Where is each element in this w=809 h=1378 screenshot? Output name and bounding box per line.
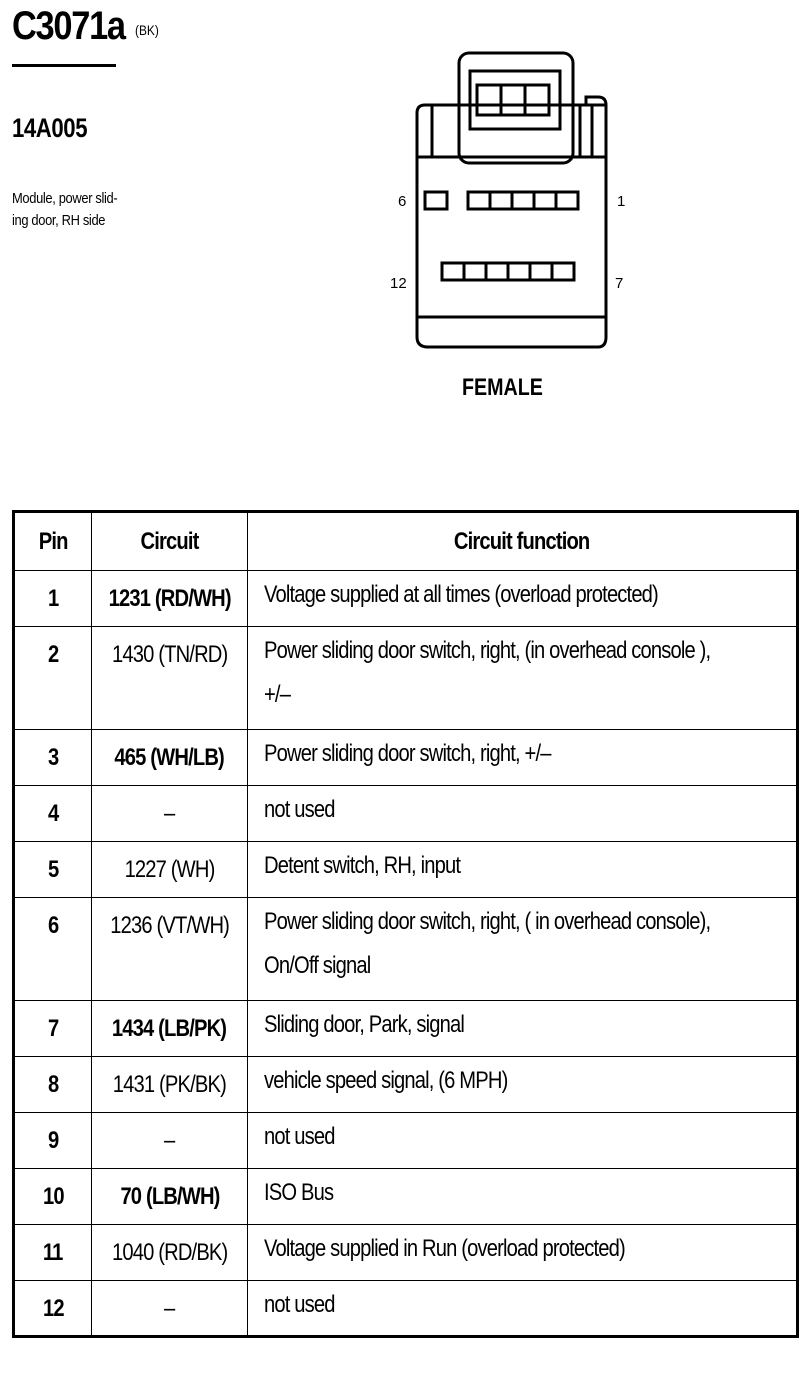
pin-number: 11: [14, 1225, 92, 1281]
circuit-code: –: [92, 1281, 248, 1337]
header-circuit: Circuit: [92, 512, 248, 571]
table-row: [14, 1113, 798, 1169]
connector-description: [12, 188, 158, 232]
circuit-function: Sliding door, Park, signal: [248, 1001, 798, 1057]
circuit-function: not used: [248, 1281, 798, 1337]
pin-number: 9: [14, 1113, 92, 1169]
pin-number: 2: [14, 627, 92, 730]
connector-id: C3071a: [12, 4, 125, 48]
header-pin: Pin: [14, 512, 92, 571]
description-line-2: ing door, RH side: [12, 212, 106, 229]
circuit-code: 1431 (PK/BK): [92, 1057, 248, 1113]
part-number: 14A005: [12, 113, 88, 143]
pin-number: 4: [14, 786, 92, 842]
circuit-code: –: [92, 786, 248, 842]
table-row: [14, 786, 798, 842]
table-row: [14, 898, 798, 1001]
circuit-code: 1231 (RD/WH): [92, 571, 248, 627]
circuit-function: Power sliding door switch, right, ( in overhead console), On/Off signal: [248, 898, 798, 1001]
header-circuit-function: Circuit function: [248, 512, 798, 571]
pin-number: 12: [14, 1281, 92, 1337]
pin-number: 8: [14, 1057, 92, 1113]
pin-cavity-9: [508, 263, 530, 280]
description-line-1: Module, power slid-: [12, 190, 118, 207]
pin-cavity-3: [512, 192, 534, 209]
circuit-function: Detent switch, RH, input: [248, 842, 798, 898]
title-underline: [12, 64, 116, 67]
color-code: (BK): [135, 22, 159, 38]
table-row: [14, 1001, 798, 1057]
pin-cavity-8: [530, 263, 552, 280]
pin-cavity-4: [490, 192, 512, 209]
circuit-code: 465 (WH/LB): [92, 730, 248, 786]
circuit-function: not used: [248, 1113, 798, 1169]
connector-latch-window: [477, 85, 549, 115]
pin-number: 10: [14, 1169, 92, 1225]
pin-cavity-6: [425, 192, 447, 209]
pin-cavity-2: [534, 192, 556, 209]
pin-label-7: 7: [615, 275, 624, 292]
circuit-function: Power sliding door switch, right, (in overhead console ), +/–: [248, 627, 798, 730]
pin-number: 5: [14, 842, 92, 898]
pin-number: 6: [14, 898, 92, 1001]
pin-label-1: 1: [617, 193, 626, 210]
circuit-function: not used: [248, 786, 798, 842]
pin-number: 3: [14, 730, 92, 786]
pin-cavity-10: [486, 263, 508, 280]
table-row: [14, 571, 798, 627]
pin-cavity-7: [552, 263, 574, 280]
table-row: [14, 1281, 798, 1337]
connector-face-diagram: [380, 45, 630, 365]
pin-cavity-1: [556, 192, 578, 209]
circuit-code: 70 (LB/WH): [92, 1169, 248, 1225]
circuit-code: –: [92, 1113, 248, 1169]
pin-label-6: 6: [398, 193, 407, 210]
circuit-code: 1430 (TN/RD): [92, 627, 248, 730]
table-header-row: [14, 512, 798, 571]
pin-number: 1: [14, 571, 92, 627]
circuit-code: 1236 (VT/WH): [92, 898, 248, 1001]
connector-gender-label: FEMALE: [462, 374, 543, 401]
connector-latch-inner: [470, 71, 560, 129]
connector-body-outline: [417, 97, 606, 347]
table-row: [14, 627, 798, 730]
table-row: [14, 1057, 798, 1113]
circuit-function: Voltage supplied in Run (overload protected): [248, 1225, 798, 1281]
circuit-function: vehicle speed signal, (6 MPH): [248, 1057, 798, 1113]
pin-number: 7: [14, 1001, 92, 1057]
table-row: [14, 730, 798, 786]
pin-label-12: 12: [390, 275, 407, 292]
circuit-function: Power sliding door switch, right, +/–: [248, 730, 798, 786]
circuit-code: 1434 (LB/PK): [92, 1001, 248, 1057]
pin-cavity-11: [464, 263, 486, 280]
pinout-table: [12, 510, 799, 1338]
table-row: [14, 1225, 798, 1281]
table-row: [14, 1169, 798, 1225]
circuit-code: 1227 (WH): [92, 842, 248, 898]
pin-cavity-12: [442, 263, 464, 280]
circuit-function: Voltage supplied at all times (overload protected): [248, 571, 798, 627]
pin-cavity-5: [468, 192, 490, 209]
circuit-function: ISO Bus: [248, 1169, 798, 1225]
table-row: [14, 842, 798, 898]
circuit-code: 1040 (RD/BK): [92, 1225, 248, 1281]
